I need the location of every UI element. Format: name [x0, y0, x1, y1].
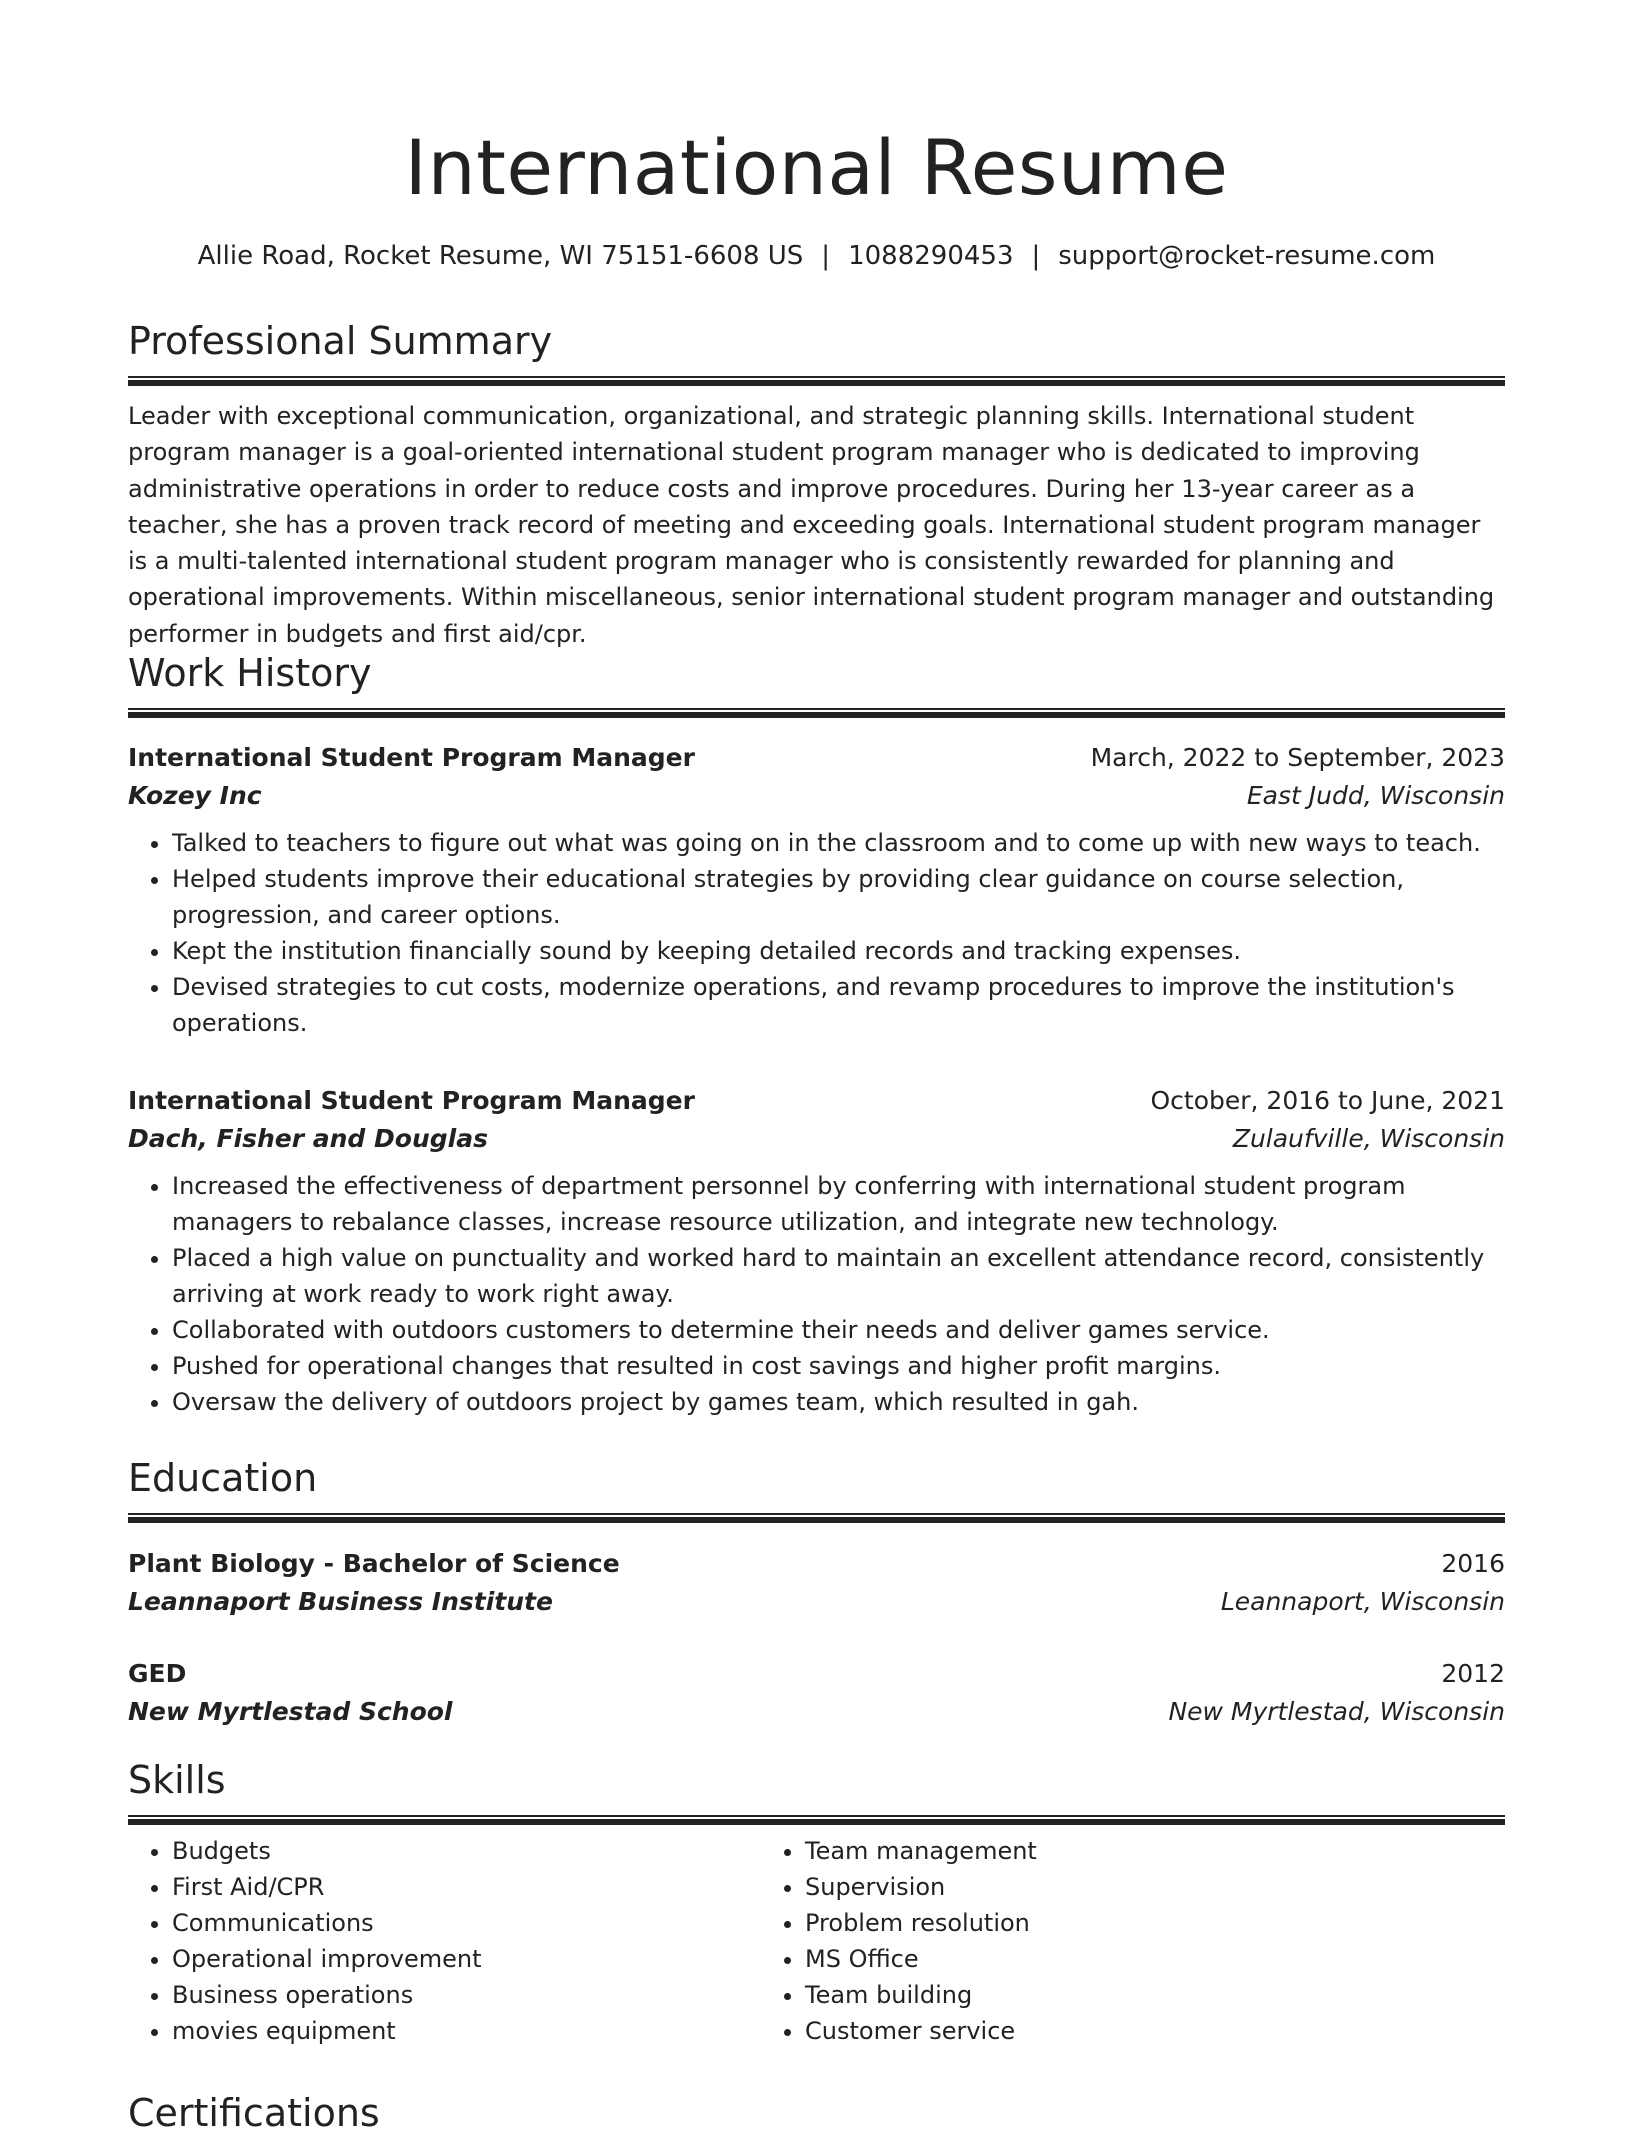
skill-item: • Budgets [172, 1833, 761, 1869]
job-company: Dach, Fisher and Douglas [128, 1124, 488, 1153]
education-school: New Myrtlestad School [128, 1697, 453, 1726]
job-bullet: • Talked to teachers to figure out what was going on in the classroom and to come up with new ways to teach. [172, 825, 1505, 861]
education-entry [128, 1655, 1505, 1731]
contact-separator: | [1031, 241, 1041, 271]
job-dates: October, 2016 to June, 2021 [1150, 1086, 1505, 1115]
skill-item: • Team management [805, 1833, 1394, 1869]
job-subheader [128, 777, 1505, 815]
contact-email: support@rocket-resume.com [1058, 241, 1436, 271]
contact-address: Allie Road, Rocket Resume, WI 75151-6608 US [197, 241, 804, 271]
job-location: Zulaufville, Wisconsin [1232, 1124, 1505, 1153]
section-rule [128, 376, 1505, 386]
education-section [128, 1453, 1505, 1523]
job-subheader [128, 1120, 1505, 1158]
job-bullet: • Helped students improve their educational strategies by providing clear guidance on course selection, progression, and career options. [172, 861, 1505, 933]
education-degree: Plant Biology - Bachelor of Science [128, 1549, 620, 1578]
job-bullet: • Kept the institution financially sound by keeping detailed records and tracking expenses. [172, 933, 1505, 969]
job-location: East Judd, Wisconsin [1246, 781, 1505, 810]
job-company: Kozey Inc [128, 781, 262, 810]
job-entry [128, 1082, 1505, 1420]
education-year: 2016 [1441, 1549, 1505, 1578]
job-header [128, 739, 1505, 777]
job-bullet: • Collaborated with outdoors customers to determine their needs and deliver games service. [172, 1312, 1505, 1348]
job-dates: March, 2022 to September, 2023 [1090, 743, 1505, 772]
education-location: New Myrtlestad, Wisconsin [1168, 1697, 1505, 1726]
job-bullets [128, 1168, 1505, 1420]
skill-item: • Business operations [172, 1977, 761, 2013]
skills-list-right [761, 1833, 1394, 2049]
job-bullet: • Pushed for operational changes that resulted in cost savings and higher profit margins. [172, 1348, 1505, 1384]
education-school: Leannaport Business Institute [128, 1587, 553, 1616]
summary-section [128, 316, 1505, 652]
job-title: International Student Program Manager [128, 743, 695, 772]
skill-item: • Supervision [805, 1869, 1394, 1905]
skill-item: • Problem resolution [805, 1905, 1394, 1941]
education-header [128, 1545, 1505, 1583]
contact-line [128, 238, 1505, 274]
education-year: 2012 [1441, 1659, 1505, 1688]
skill-item: • Customer service [805, 2013, 1394, 2049]
job-entry [128, 739, 1505, 1041]
skill-item: • Operational improvement [172, 1941, 761, 1977]
skill-item: • Communications [172, 1905, 761, 1941]
section-rule [128, 1513, 1505, 1523]
skills-list-left [128, 1833, 761, 2049]
job-bullet: • Increased the effectiveness of department personnel by conferring with international student program managers to rebalance classes, increase resource utilization, and integrate new technology. [172, 1168, 1505, 1240]
section-heading-certifications: Certifications [128, 2091, 380, 2135]
summary-text: Leader with exceptional communication, organizational, and strategic planning skills. International student program manager is a goal-oriented international student program manager who is dedicated to improving administrative operations in order to reduce costs and improve procedures. During her 13-year career as a teacher, she has a proven track record of meeting and exceeding goals. International student program manager is a multi-talented international student program manager who is consistently rewarded for planning and operational improvements. Within miscellaneous, senior international student program manager and outstanding performer in budgets and first aid/cpr. [128, 402, 1495, 648]
resume-name: International Resume [404, 123, 1229, 212]
job-bullet: • Oversaw the delivery of outdoors project by games team, which resulted in gah. [172, 1384, 1505, 1420]
section-heading: Work History [128, 651, 372, 695]
section-rule [128, 1815, 1505, 1825]
job-bullets [128, 825, 1505, 1041]
job-bullet: • Devised strategies to cut costs, modernize operations, and revamp procedures to improve the institution's operations. [172, 969, 1505, 1041]
contact-separator: | [821, 241, 831, 271]
skill-item: • Team building [805, 1977, 1394, 2013]
skills-columns [128, 1833, 1505, 2049]
education-entry [128, 1545, 1505, 1621]
education-location: Leannaport, Wisconsin [1220, 1587, 1505, 1616]
work-history-section [128, 648, 1505, 718]
skills-section [128, 1755, 1505, 2049]
education-subheader [128, 1583, 1505, 1621]
education-subheader [128, 1693, 1505, 1731]
section-heading: Education [128, 1456, 318, 1500]
education-degree: GED [128, 1659, 187, 1688]
job-title: International Student Program Manager [128, 1086, 695, 1115]
contact-phone: 1088290453 [848, 241, 1014, 271]
skill-item: • movies equipment [172, 2013, 761, 2049]
section-heading: Professional Summary [128, 319, 553, 363]
section-rule [128, 708, 1505, 718]
education-header [128, 1655, 1505, 1693]
section-heading: Skills [128, 1758, 226, 1802]
job-bullet: • Placed a high value on punctuality and worked hard to maintain an excellent attendance record, consistently arriving at work ready to work right away. [172, 1240, 1505, 1312]
skill-item: • MS Office [805, 1941, 1394, 1977]
skill-item: • First Aid/CPR [172, 1869, 761, 1905]
job-header [128, 1082, 1505, 1120]
